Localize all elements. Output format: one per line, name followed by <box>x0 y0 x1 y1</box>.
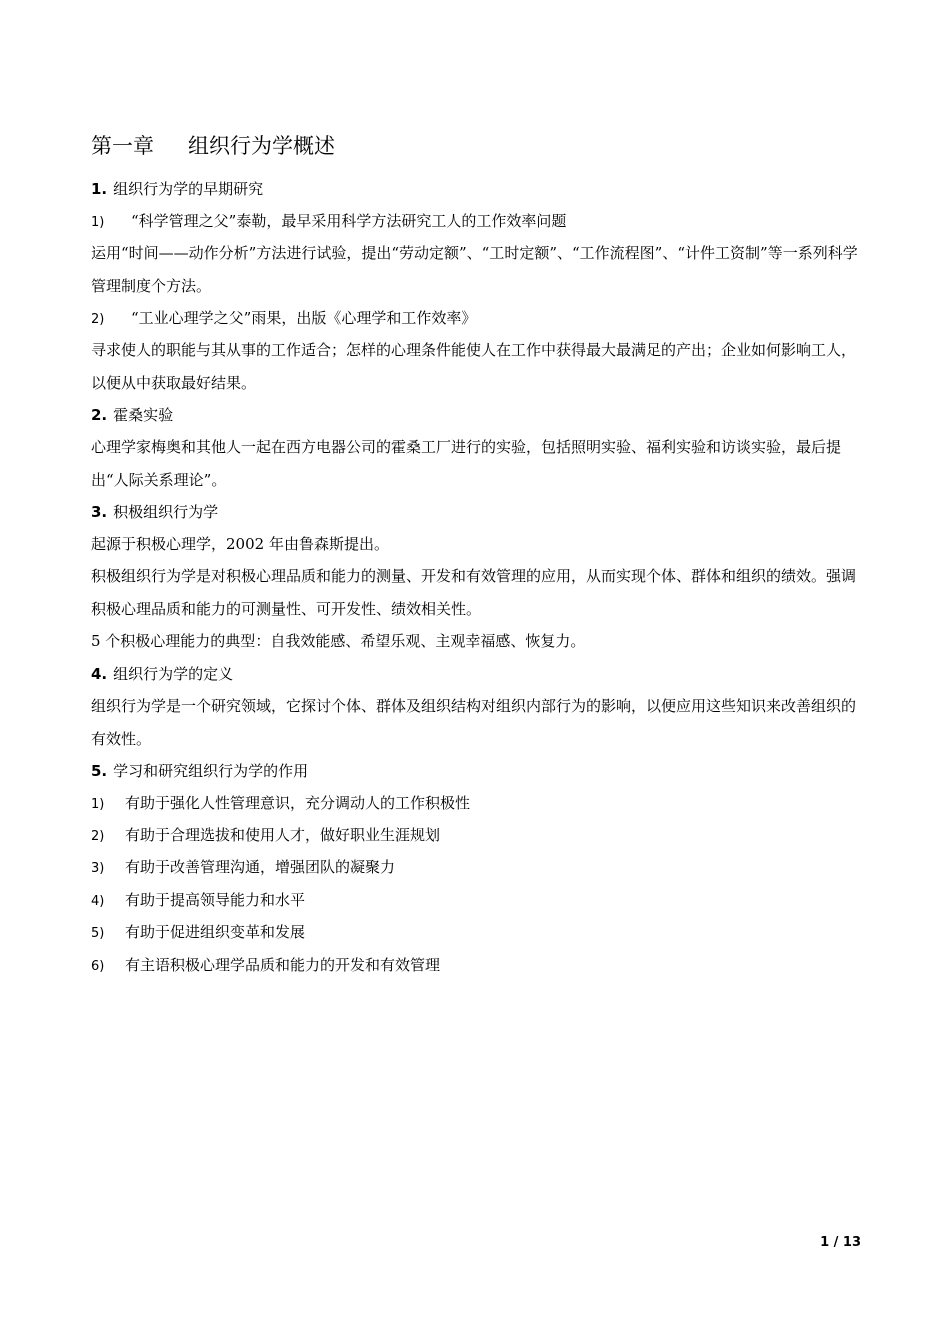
chapter-name: 组织行为学概述 <box>188 134 335 158</box>
chapter-title <box>91 130 335 160</box>
section-2-heading: 2. 霍桑实验 <box>91 406 174 424</box>
section-1-item-1: 1) “科学管理之父”泰勒，最早采用科学方法研究工人的工作效率问题 <box>91 212 567 230</box>
section-1-item-2: 2) “工业心理学之父”雨果，出版《心理学和工作效率》 <box>91 309 477 327</box>
section-3-para-2: 积极组织行为学是对积极心理品质和能力的测量、开发和有效管理的应用，从而实现个体、群体和组织的绩效。强调积极心理品质和能力的可测量性、可开发性、绩效相关性。 <box>91 567 857 618</box>
list-item: 2) 有助于合理选拔和使用人才，做好职业生涯规划 <box>91 826 441 844</box>
list-item: 3) 有助于改善管理沟通，增强团队的凝聚力 <box>91 858 396 876</box>
section-5-heading: 5. 学习和研究组织行为学的作用 <box>91 762 309 780</box>
section-1-para-1: 运用“时间——动作分析”方法进行试验，提出“劳动定额”、“工时定额”、“工作流程图”、“计件工资制”等一系列科学管理制度个方法。 <box>91 244 858 295</box>
section-3-heading: 3. 积极组织行为学 <box>91 503 219 521</box>
list-item: 1) 有助于强化人性管理意识，充分调动人的工作积极性 <box>91 794 471 812</box>
section-2-para: 心理学家梅奥和其他人一起在西方电器公司的霍桑工厂进行的实验，包括照明实验、福利实验和访谈实验，最后提出“人际关系理论”。 <box>91 438 842 489</box>
section-4-heading: 4. 组织行为学的定义 <box>91 665 234 683</box>
section-1-para-2: 寻求使人的职能与其从事的工作适合；怎样的心理条件能使人在工作中获得最大最满足的产出；企业如何影响工人，以便从中获取最好结果。 <box>91 341 857 392</box>
chapter-label: 第一章 <box>91 134 154 158</box>
section-3-para-3: 5 个积极心理能力的典型：自我效能感、希望乐观、主观幸福感、恢复力。 <box>91 632 586 650</box>
section-4-para: 组织行为学是一个研究领域，它探讨个体、群体及组织结构对组织内部行为的影响，以便应用这些知识来改善组织的有效性。 <box>91 697 857 748</box>
list-item: 4) 有助于提高领导能力和水平 <box>91 891 306 909</box>
page-number: 1 / 13 <box>820 1235 861 1250</box>
list-item: 6) 有主语积极心理学品质和能力的开发和有效管理 <box>91 956 441 974</box>
list-item: 5) 有助于促进组织变革和发展 <box>91 923 306 941</box>
section-3-para-1: 起源于积极心理学，2002 年由鲁森斯提出。 <box>91 535 389 553</box>
section-1-heading: 1. 组织行为学的早期研究 <box>91 180 264 198</box>
